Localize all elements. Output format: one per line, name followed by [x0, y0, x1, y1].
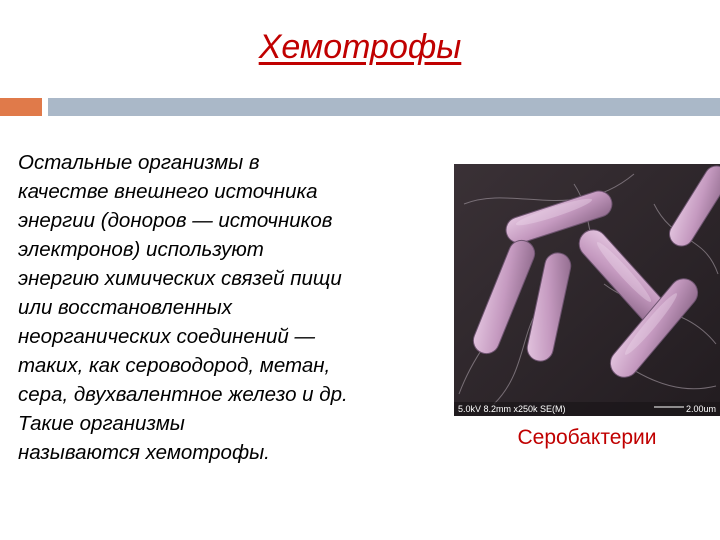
- accent-bar: [0, 98, 42, 116]
- slide-title: Хемотрофы: [258, 28, 462, 66]
- title-divider-bar: [48, 98, 720, 116]
- bacteria-micrograph-image: [454, 164, 720, 416]
- scale-info-left: 5.0kV 8.2mm x250k SE(M): [458, 404, 566, 414]
- body-text: Остальные организмы в качестве внешнего источника энергии (доноров — источников электронов) используют энергию химических связей пищи или восстановленных неорганических соединений — таких, как сероводород, метан, сера, двухвалентное железо и др. Такие организмы называются хемотрофы.: [18, 151, 348, 464]
- scale-info-right: 2.00um: [686, 404, 717, 414]
- image-caption: Серобактерии: [517, 426, 657, 449]
